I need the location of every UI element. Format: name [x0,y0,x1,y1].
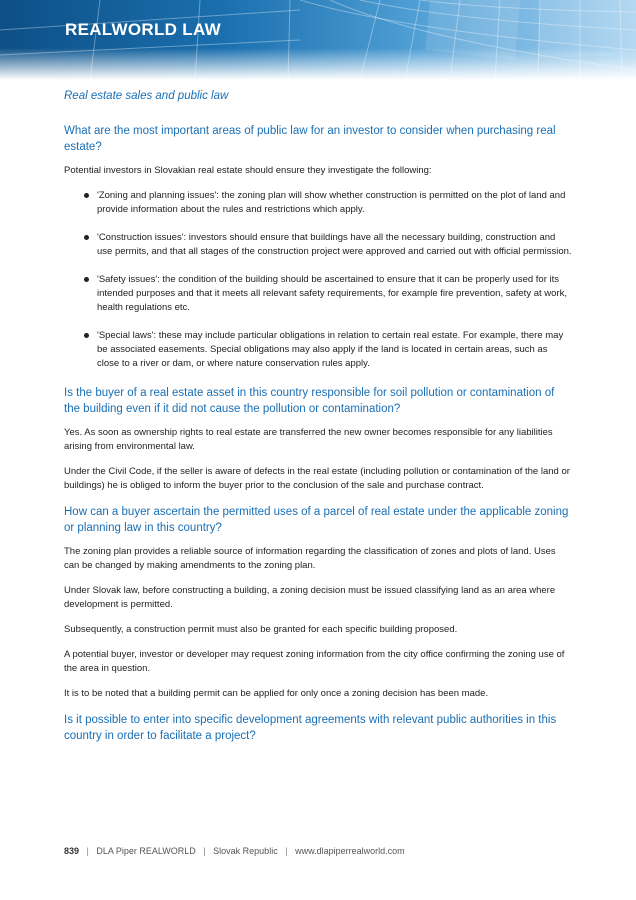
list-item [64,231,572,259]
page-footer [64,846,405,856]
header-banner [0,0,636,80]
list-item-text: 'Safety issues': the condition of the building should be ascertained to ensure that it can be properly used for its intended purposes and that it meets all relevant safety requirements, for example fire prevention, safety at work, health regulations etc. [97,274,567,313]
question-heading: Is it possible to enter into specific development agreements with relevant public authorities in this country in order to facilitate a project? [64,714,557,742]
footer-separator: | [203,846,206,856]
website-link[interactable]: www.dlapiperrealworld.com [295,846,405,856]
paragraph: A potential buyer, investor or developer may request zoning information from the city office confirming the zoning use of the area in question. [64,649,565,674]
country-name: Slovak Republic [213,846,278,856]
page-content [64,90,572,753]
brand-title: REALWORLD LAW [65,20,221,39]
list-item [64,329,572,371]
list-item-text: 'Special laws': these may include particular obligations in relation to certain real estate. For example, there may be associated easements. Special obligations may also apply if the land is located in certain areas, such as close to a river or dam, or where nature conservation rules apply. [97,330,564,369]
paragraph: Under Slovak law, before constructing a building, a zoning decision must be issued classifying land as an area where development is permitted. [64,585,556,610]
list-item-text: 'Zoning and planning issues': the zoning plan will show whether construction is permitted on the plot of land and provide information about the rules and restrictions which apply. [97,190,566,215]
bullet-list [64,189,572,371]
publication-name: DLA Piper REALWORLD [96,846,196,856]
paragraph: Potential investors in Slovakian real estate should ensure they investigate the following: [64,165,432,176]
section-label: Real estate sales and public law [64,90,229,102]
paragraph: Subsequently, a construction permit must also be granted for each specific building proposed. [64,624,458,635]
question-heading: Is the buyer of a real estate asset in this country responsible for soil pollution or contamination of the building even if it did not cause the pollution or contamination? [64,387,555,415]
bullet-icon [84,333,89,338]
header-fade [0,48,636,80]
paragraph: Under the Civil Code, if the seller is aware of defects in the real estate (including pollution or contamination of the land or buildings) he is obliged to inform the buyer prior to the conclusion of the sale and purchase contract. [64,466,570,491]
question-heading: What are the most important areas of public law for an investor to consider when purchasing real estate? [64,125,556,153]
bullet-icon [84,193,89,198]
footer-separator: | [285,846,288,856]
paragraph: Yes. As soon as ownership rights to real estate are transferred the new owner becomes responsible for any liabilities arising from environmental law. [64,427,553,452]
list-item [64,273,572,315]
footer-separator: | [86,846,89,856]
bullet-icon [84,277,89,282]
paragraph: The zoning plan provides a reliable source of information regarding the classification of zones and plots of land. Uses can be changed by making amendments to the zoning plan. [64,546,556,571]
question-heading: How can a buyer ascertain the permitted uses of a parcel of real estate under the applicable zoning or planning law in this country? [64,506,569,534]
list-item [64,189,572,217]
page-number: 839 [64,846,80,856]
list-item-text: 'Construction issues': investors should ensure that buildings have all the necessary building, construction and use permits, and that all stages of the construction project were approved and carried out with official permission. [97,232,572,257]
paragraph: It is to be noted that a building permit can be applied for only once a zoning decision has been made. [64,688,489,699]
bullet-icon [84,235,89,240]
